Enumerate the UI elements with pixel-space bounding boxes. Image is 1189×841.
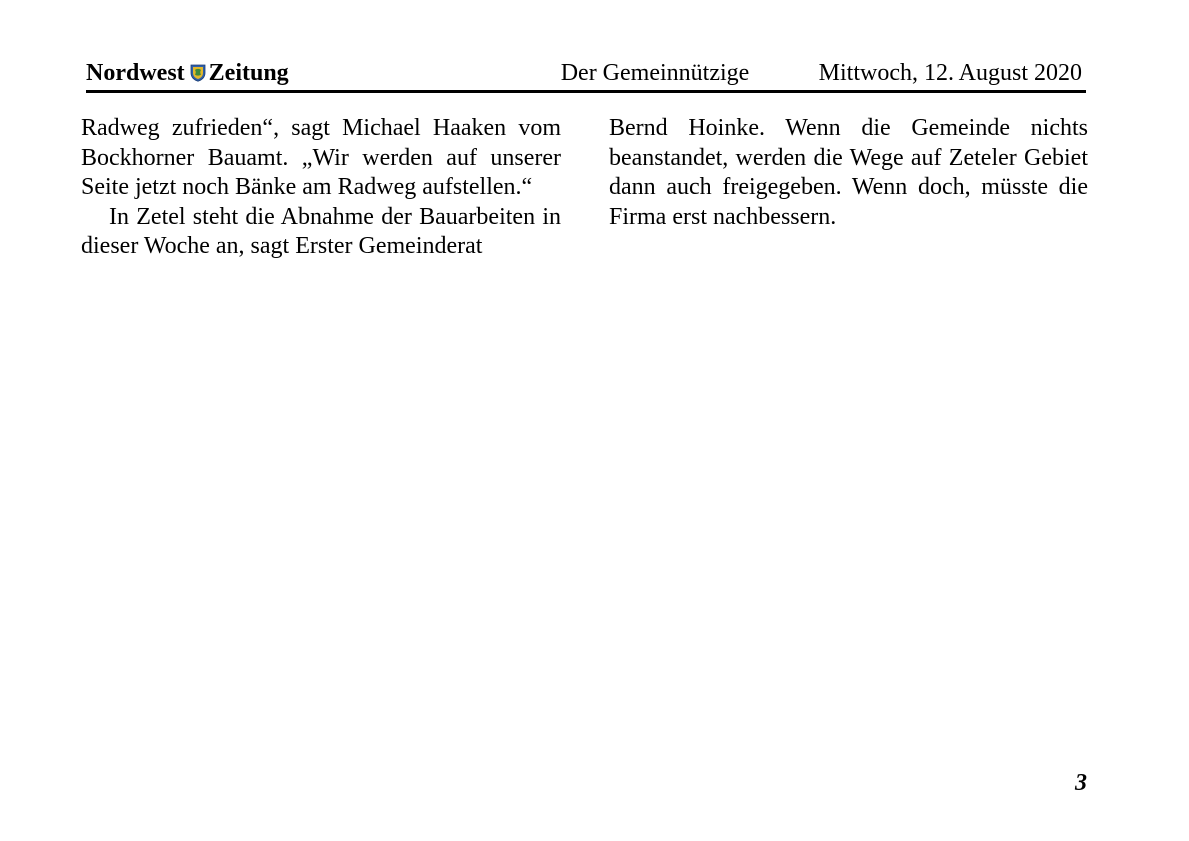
page-header: [86, 58, 1086, 88]
page-number: 3: [1075, 770, 1087, 796]
article-paragraph: Bernd Hoinke. Wenn die Gemeinde nichts beanstandet, werden die Wege auf Zeteler Gebiet dann auch freigegeben. Wenn doch, müsste die Firma erst nachbessern.: [609, 115, 1088, 230]
header-rule: [86, 90, 1086, 93]
article-column-left: [81, 114, 561, 262]
article-paragraph: In Zetel steht die Abnahme der Bauarbeiten in dieser Woche an, sagt Erster Gemeinderat: [81, 203, 561, 259]
article-paragraph: Radweg zufrieden“, sagt Michael Haaken vom Bockhorner Bauamt. „Wir werden auf unserer Seite jetzt noch Bänke am Radweg aufstellen.“: [81, 115, 561, 200]
publication-date: Mittwoch, 12. August 2020: [818, 60, 1082, 86]
brand-name-second: Zeitung: [208, 60, 289, 86]
brand-name-first: Nordwest: [86, 60, 185, 86]
article-column-right: [609, 114, 1088, 232]
section-title: Der Gemeinnützige: [560, 60, 750, 86]
